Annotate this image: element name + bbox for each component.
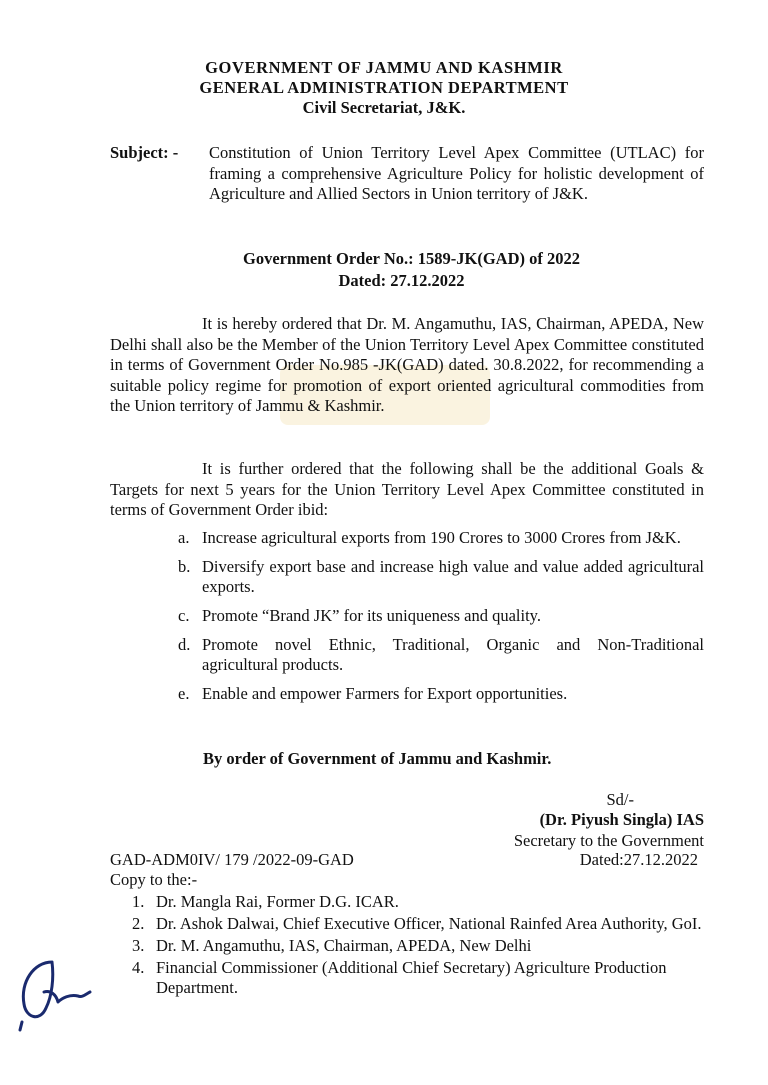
- by-order-line: By order of Government of Jammu and Kashmir.: [203, 749, 552, 768]
- list-marker: d.: [178, 635, 191, 654]
- document-header: [0, 58, 768, 118]
- list-item-text: Diversify export base and increase high value and value added agricultural exports.: [202, 557, 704, 596]
- list-item: [178, 528, 704, 548]
- list-item-text: Promote novel Ethnic, Traditional, Organic and Non-Traditional agricultural products.: [202, 635, 704, 674]
- list-marker: b.: [178, 557, 191, 576]
- list-item: [132, 892, 704, 912]
- goals-list: [178, 528, 704, 713]
- paragraph-second: [110, 459, 704, 521]
- handwritten-initials-icon: [14, 952, 92, 1032]
- header-government: GOVERNMENT OF JAMMU AND KASHMIR: [205, 58, 563, 77]
- list-item: [178, 606, 704, 626]
- subject-block: [110, 143, 704, 205]
- signatory-name: (Dr. Piyush Singla) IAS: [539, 810, 704, 829]
- list-marker: 2.: [132, 914, 145, 933]
- list-marker: 4.: [132, 958, 145, 977]
- list-marker: 1.: [132, 892, 145, 911]
- list-item-text: Dr. Ashok Dalwai, Chief Executive Officer, National Rainfed Area Authority, GoI.: [156, 914, 702, 933]
- header-secretariat: Civil Secretariat, J&K.: [302, 98, 466, 117]
- list-item-text: Enable and empower Farmers for Export opportunities.: [202, 684, 568, 703]
- paragraph-second-text: It is further ordered that the following shall be the additional Goals & Targets for next 5 years for the Union Territory Level Apex Committee constituted in terms of Government Order ibid:: [110, 459, 704, 519]
- order-number: Government Order No.: 1589-JK(GAD) of 2022: [243, 249, 580, 268]
- list-item: [178, 684, 704, 704]
- subject-label: Subject: -: [110, 143, 179, 162]
- list-item-text: Dr. Mangla Rai, Former D.G. ICAR.: [156, 892, 399, 911]
- order-title: [0, 248, 768, 292]
- list-item: [178, 557, 704, 597]
- reference-number: GAD-ADM0IV/ 179 /2022-09-GAD: [110, 850, 354, 869]
- list-marker: c.: [178, 606, 190, 625]
- copy-to-list: [132, 892, 704, 1000]
- list-item-text: Increase agricultural exports from 190 Crores to 3000 Crores from J&K.: [202, 528, 681, 547]
- signatory-designation: Secretary to the Government: [513, 831, 704, 850]
- list-item-text: Financial Commissioner (Additional Chief Secretary) Agriculture Production Department.: [156, 958, 667, 997]
- list-item-text: Promote “Brand JK” for its uniqueness and quality.: [202, 606, 541, 625]
- list-marker: e.: [178, 684, 190, 703]
- list-marker: a.: [178, 528, 190, 547]
- paragraph-first-text: It is hereby ordered that Dr. M. Angamuthu, IAS, Chairman, APEDA, New Delhi shall also be the Member of the Union Territory Level Apex Committee constituted in terms of Government Order No.985 -JK(GAD) dated. 30.8.2022, for recommending a suitable policy regime for promotion of export oriented agricultural commodities from the Union territory of Jammu & Kashmir.: [110, 314, 704, 415]
- reference-date: Dated:27.12.2022: [579, 850, 698, 869]
- header-department: GENERAL ADMINISTRATION DEPARTMENT: [199, 78, 569, 97]
- list-item: [132, 958, 704, 998]
- reference-line: [110, 850, 704, 870]
- signature-sd: Sd/-: [606, 790, 634, 809]
- list-item: [132, 914, 704, 934]
- subject-text: Constitution of Union Territory Level Apex Committee (UTLAC) for framing a comprehensive Agriculture Policy for holistic development of Agriculture and Allied Sectors in Union territory of J&K.: [209, 143, 704, 203]
- paragraph-first: [110, 314, 704, 417]
- list-marker: 3.: [132, 936, 145, 955]
- list-item: [132, 936, 704, 956]
- list-item: [178, 635, 704, 675]
- copy-to-label: Copy to the:-: [110, 870, 198, 889]
- list-item-text: Dr. M. Angamuthu, IAS, Chairman, APEDA, New Delhi: [156, 936, 532, 955]
- order-date: Dated: 27.12.2022: [338, 271, 465, 290]
